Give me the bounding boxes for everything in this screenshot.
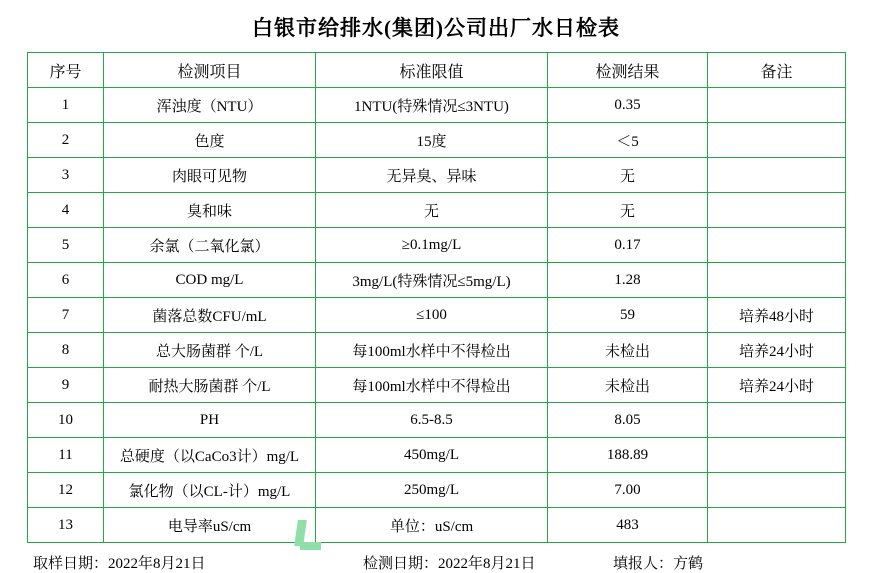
cell-limit: 1NTU(特殊情况≤3NTU) [316, 88, 548, 123]
cell-item: 耐热大肠菌群 个/L [104, 368, 316, 403]
cell-remark [708, 123, 846, 158]
column-header-no: 序号 [28, 53, 104, 88]
cell-item: 色度 [104, 123, 316, 158]
column-header-limit: 标准限值 [316, 53, 548, 88]
water-quality-table [27, 52, 846, 543]
cell-no: 2 [28, 123, 104, 158]
cell-limit: 无 [316, 193, 548, 228]
cell-remark [708, 508, 846, 543]
table-row [28, 438, 846, 473]
cell-remark [708, 263, 846, 298]
column-header-item: 检测项目 [104, 53, 316, 88]
cell-result: 0.35 [548, 88, 708, 123]
cell-remark [708, 158, 846, 193]
cell-limit: 单位：uS/cm [316, 508, 548, 543]
cell-item: 总硬度（以CaCo3计）mg/L [104, 438, 316, 473]
table-header [28, 53, 846, 88]
cell-no: 5 [28, 228, 104, 263]
table-row [28, 88, 846, 123]
cell-limit: 每100ml水样中不得检出 [316, 368, 548, 403]
cell-limit: ≤100 [316, 298, 548, 333]
cell-item: 余氯（二氧化氯） [104, 228, 316, 263]
cell-limit: 15度 [316, 123, 548, 158]
table-row [28, 228, 846, 263]
cell-remark: 培养24小时 [708, 333, 846, 368]
cell-no: 8 [28, 333, 104, 368]
cell-limit: 3mg/L(特殊情况≤5mg/L) [316, 263, 548, 298]
cell-no: 9 [28, 368, 104, 403]
cell-limit: 无异臭、异味 [316, 158, 548, 193]
cell-no: 13 [28, 508, 104, 543]
cell-result: 188.89 [548, 438, 708, 473]
table-row [28, 403, 846, 438]
cell-limit: 250mg/L [316, 473, 548, 508]
table-row [28, 473, 846, 508]
cell-result: 8.05 [548, 403, 708, 438]
table-body [28, 88, 846, 543]
cell-no: 11 [28, 438, 104, 473]
page-title: 白银市给排水(集团)公司出厂水日检表 [252, 16, 620, 40]
table-row [28, 193, 846, 228]
cell-no: 1 [28, 88, 104, 123]
cell-no: 4 [28, 193, 104, 228]
footer-row [27, 543, 845, 573]
sample-date-label: 取样日期：2022年8月21日 [33, 556, 206, 572]
cell-result: 未检出 [548, 333, 708, 368]
cell-remark [708, 403, 846, 438]
table-row [28, 333, 846, 368]
cell-item: 浑浊度（NTU） [104, 88, 316, 123]
cell-limit: 450mg/L [316, 438, 548, 473]
table-row [28, 158, 846, 193]
cell-item: PH [104, 403, 316, 438]
table-row [28, 368, 846, 403]
cell-result: ＜5 [548, 123, 708, 158]
table-row [28, 508, 846, 543]
cell-remark [708, 88, 846, 123]
cell-limit: ≥0.1mg/L [316, 228, 548, 263]
cell-item: 氯化物（以CL-计）mg/L [104, 473, 316, 508]
cell-result: 7.00 [548, 473, 708, 508]
cell-result: 无 [548, 158, 708, 193]
test-date-label: 检测日期：2022年8月21日 [363, 556, 536, 572]
cell-item: 菌落总数CFU/mL [104, 298, 316, 333]
cell-item: 总大肠菌群 个/L [104, 333, 316, 368]
cell-no: 12 [28, 473, 104, 508]
cell-limit: 6.5-8.5 [316, 403, 548, 438]
cell-no: 10 [28, 403, 104, 438]
cell-result: 59 [548, 298, 708, 333]
cell-remark [708, 193, 846, 228]
cell-no: 7 [28, 298, 104, 333]
cell-item: 臭和味 [104, 193, 316, 228]
cell-remark: 培养48小时 [708, 298, 846, 333]
column-header-result: 检测结果 [548, 53, 708, 88]
table-row [28, 298, 846, 333]
cell-result: 未检出 [548, 368, 708, 403]
table-row [28, 123, 846, 158]
cell-remark: 培养24小时 [708, 368, 846, 403]
cell-limit: 每100ml水样中不得检出 [316, 333, 548, 368]
cell-result: 无 [548, 193, 708, 228]
cell-remark [708, 228, 846, 263]
table-header-row [28, 53, 846, 88]
cell-item: 电导率uS/cm [104, 508, 316, 543]
cell-no: 3 [28, 158, 104, 193]
cell-no: 6 [28, 263, 104, 298]
report-table-wrapper [27, 52, 845, 543]
cell-result: 1.28 [548, 263, 708, 298]
cell-item: 肉眼可见物 [104, 158, 316, 193]
cell-item: COD mg/L [104, 263, 316, 298]
cell-result: 483 [548, 508, 708, 543]
table-row [28, 263, 846, 298]
column-header-remark: 备注 [708, 53, 846, 88]
cell-remark [708, 473, 846, 508]
cell-result: 0.17 [548, 228, 708, 263]
cell-remark [708, 438, 846, 473]
reporter-label: 填报人：方鹤 [613, 556, 704, 572]
